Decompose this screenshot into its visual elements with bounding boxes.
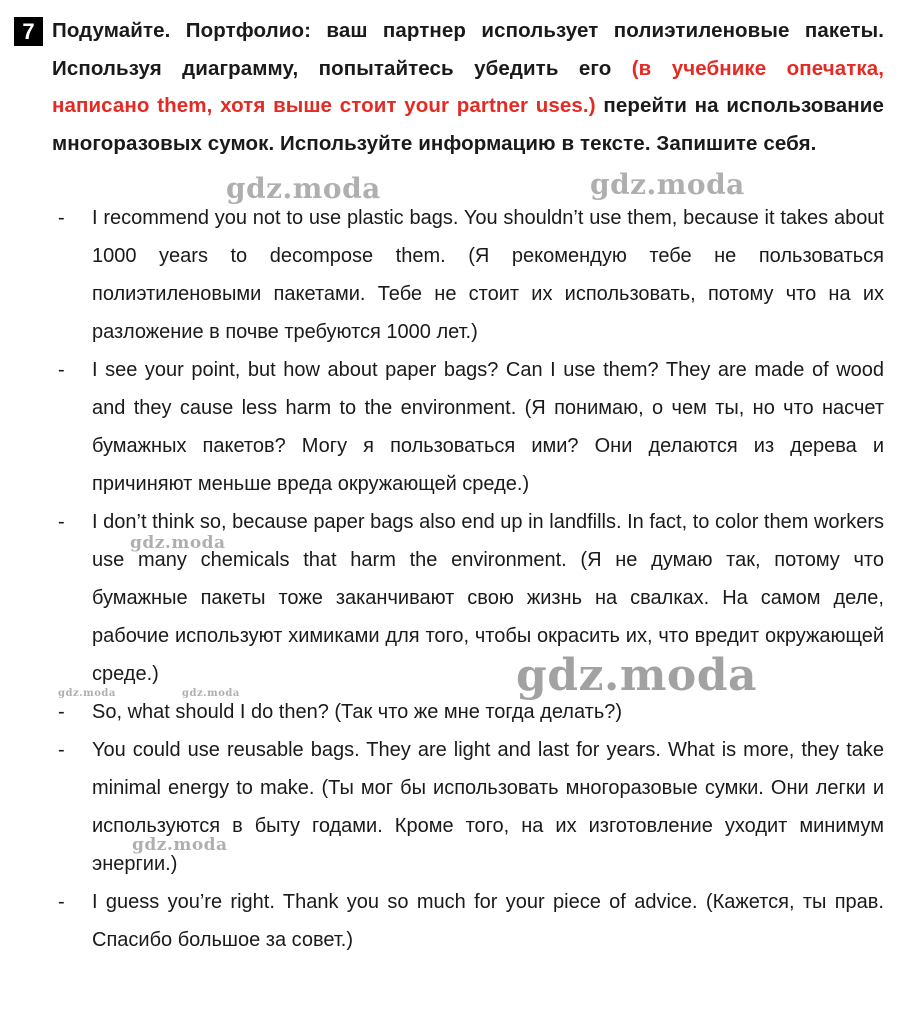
watermark: gdz.moda (590, 168, 745, 201)
dash-marker: - (58, 701, 65, 723)
dialogue-line (56, 731, 884, 883)
task-instruction (52, 12, 884, 162)
dialogue-text: So, what should I do then? (Так что же мне тогда делать?) (92, 701, 623, 723)
task-number-badge: 7 (14, 17, 43, 46)
task-block (14, 12, 884, 162)
instruction-text: Подумайте. Портфолио: ваш партнер использует полиэтиленовые пакеты. Используя диаграмму, попытайтесь убедить его (52, 19, 884, 80)
instruction-text-end: перейти на использование многоразовых сумок. Используйте информацию в тексте. Запишите себя. (52, 94, 884, 155)
dash-marker: - (58, 359, 65, 381)
watermark: gdz.moda (130, 533, 226, 553)
dialogue-list (56, 199, 884, 959)
dialogue-text: You could use reusable bags. They are light and last for years. What is more, they take minimal energy to make. (Ты мог бы использовать многоразовые сумки. Они легки и используются в быту годами. Кроме того, на их изготовление уходит минимум энергии.) (92, 739, 884, 875)
dash-marker: - (58, 207, 65, 229)
dialogue-text: I don’t think so, because paper bags also end up in landfills. In fact, to color them workers use many chemicals that harm the environment. (Я не думаю так, потому что бумажные пакеты тоже заканчивают свою жизнь на свалках. На самом деле, рабочие используют химиками для того, чтобы окрасить их, что вредит окружающей среде.) (92, 511, 884, 685)
dash-marker: - (58, 739, 65, 761)
typo-note: (в учебнике опечатка, написано them, хотя выше стоит your partner uses.) (52, 56, 885, 117)
dialogue-line (56, 883, 884, 959)
watermark: gdz.moda (516, 650, 758, 701)
watermark: gdz.moda (132, 835, 228, 855)
watermark: gdz.moda (226, 172, 381, 205)
dialogue-line (56, 693, 884, 731)
watermark: gdz.moda (182, 688, 240, 699)
dash-marker: - (58, 891, 65, 913)
watermark: gdz.moda (58, 688, 116, 699)
dialogue-text: I recommend you not to use plastic bags. You shouldn’t use them, because it takes about 1000 years to decompose them. (Я рекомендую тебе не пользоваться полиэтиленовыми пакетами. Тебе не стоит их использовать, потому что на их разложение в почве требуются 1000 лет.) (92, 207, 884, 343)
dialogue-line (56, 351, 884, 503)
dialogue-line (56, 503, 884, 693)
dash-marker: - (58, 511, 65, 533)
dialogue-text: I guess you’re right. Thank you so much for your piece of advice. (Кажется, ты прав. Спасибо большое за совет.) (92, 891, 884, 951)
dialogue-text: I see your point, but how about paper bags? Can I use them? They are made of wood and they cause less harm to the environment. (Я понимаю, о чем ты, но что насчет бумажных пакетов? Могу я пользоваться ими? Они делаются из дерева и причиняют меньше вреда окружающей среде.) (92, 359, 884, 495)
dialogue-line (56, 199, 884, 351)
